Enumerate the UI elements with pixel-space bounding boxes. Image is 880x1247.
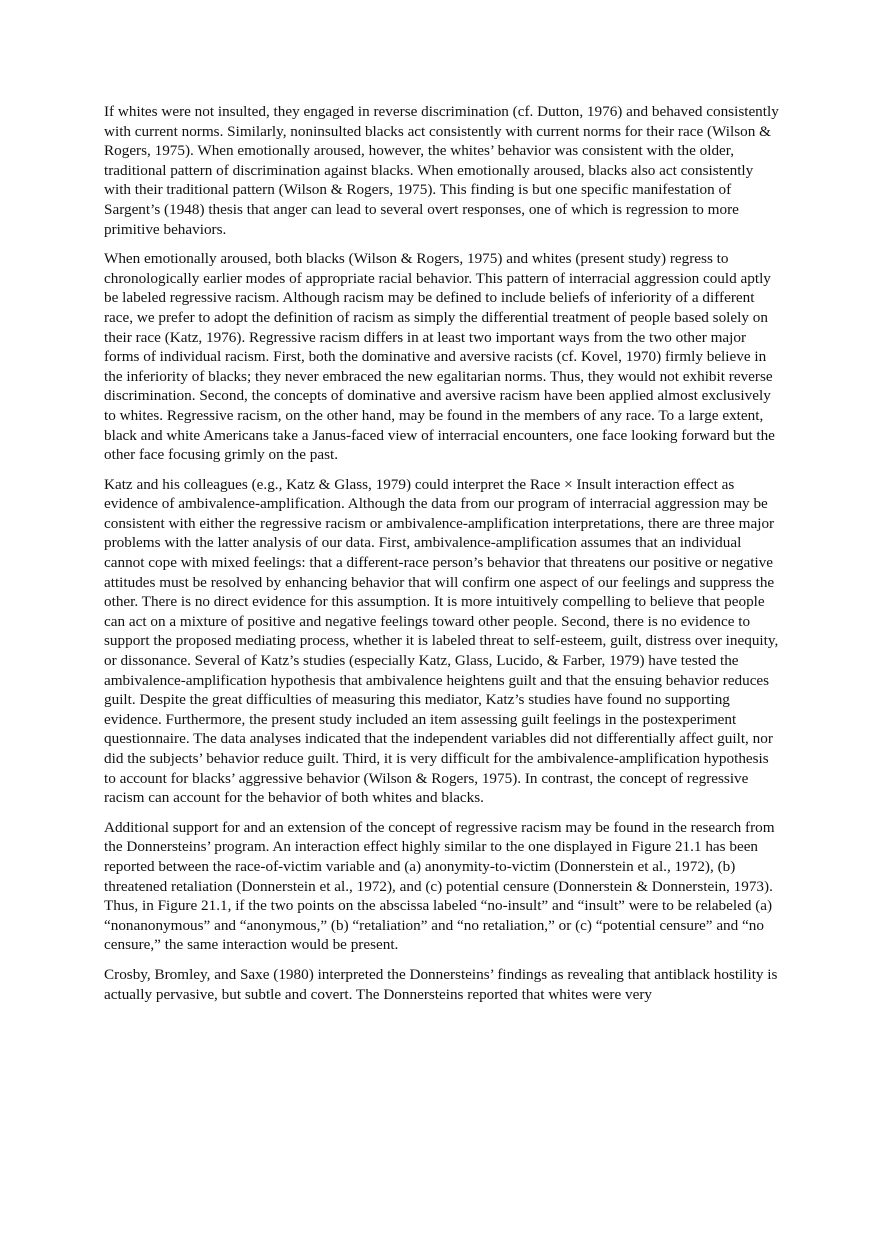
paragraph-4: Additional support for and an extension of the concept of regressive racism may be found in the research from the Donnersteins’ program. An interaction effect highly similar to the one displayed in Figure 21.1 has been reported between the race-of-victim variable and (a) anonymity-to-victim (Donnerstein et al., 1972), (b) threatened retaliation (Donnerstein et al., 1972), and (c) potential censure (Donnerstein & Donnerstein, 1973). Thus, in Figure 21.1, if the two points on the abscissa labeled “no-insult” and “insult” were to be relabeled (a) “nonanonymous” and “anonymous,” (b) “retaliation” and “no retaliation,” or (c) “potential censure” and “no censure,” the same interaction would be present. (104, 818, 775, 954)
paragraph-2: When emotionally aroused, both blacks (Wilson & Rogers, 1975) and whites (present study) regress to chronologically earlier modes of appropriate racial behavior. This pattern of interracial aggression could aptly be labeled regressive racism. Although racism may be defined to include beliefs of inferiority of a different race, we prefer to adopt the definition of racism as simply the differential treatment of people based solely on their race (Katz, 1976). Regressive racism differs in at least two important ways from the two other major forms of individual racism. First, both the dominative and aversive racists (cf. Kovel, 1970) firmly believe in the inferiority of blacks; they never embraced the new egalitarian norms. Thus, they would not exhibit reverse discrimination. Second, the concepts of dominative and aversive racism have been applied almost exclusively to whites. Regressive racism, on the other hand, may be found in the members of any race. To a large extent, black and white Americans take a Janus-faced view of interracial encounters, one face looking forward but the other face focusing grimly on the past. (104, 250, 775, 464)
paragraph-5: Crosby, Bromley, and Saxe (1980) interpreted the Donnersteins’ findings as revealing that antiblack hostility is actually pervasive, but subtle and covert. The Donnersteins reported that whites were very (104, 965, 778, 1003)
paragraph-3: Katz and his colleagues (e.g., Katz & Glass, 1979) could interpret the Race × Insult interaction effect as evidence of ambivalence-amplification. Although the data from our program of interracial aggression may be consistent with either the regressive racism or ambivalence-amplification interpretations, there are three major problems with the latter analysis of our data. First, ambivalence-amplification assumes that an individual cannot cope with mixed feelings: that a different-race person’s behavior that threatens our positive or negative attitudes must be resolved by enhancing behavior that will confirm one aspect of our feelings and suppress the other. There is no direct evidence for this assumption. It is more intuitively compelling to believe that people can act on a mixture of positive and negative feelings toward other people. Second, there is no evidence to support the proposed mediating process, whether it is labeled threat to self-esteem, guilt, distress over inequity, or dissonance. Several of Katz’s studies (especially Katz, Glass, Lucido, & Farber, 1979) have tested the ambivalence-amplification hypothesis that ambivalence heightens guilt and that the ensuing behavior reduces guilt. Despite the great difficulties of measuring this mediator, Katz’s studies have found no supporting evidence. Furthermore, the present study included an item assessing guilt feelings in the postexperiment questionnaire. The data analyses indicated that the independent variables did not differentially affect guilt, nor did the subjects’ behavior reduce guilt. Third, it is very difficult for the ambivalence-amplification hypothesis to account for blacks’ aggressive behavior (Wilson & Rogers, 1975). In contrast, the concept of regressive racism can account for the behavior of both whites and blacks. (104, 475, 779, 807)
paragraph-1: If whites were not insulted, they engaged in reverse discrimination (cf. Dutton, 1976) and behaved consistently with current norms. Similarly, noninsulted blacks act consistently with current norms for their race (Wilson & Rogers, 1975). When emotionally aroused, however, the whites’ behavior was consistent with the older, traditional pattern of discrimination against blacks. When emotionally aroused, blacks also act consistently with their traditional pattern (Wilson & Rogers, 1975). This finding is but one specific manifestation of Sargent’s (1948) thesis that anger can lead to several overt responses, one of which is regression to more primitive behaviors. (104, 103, 779, 238)
